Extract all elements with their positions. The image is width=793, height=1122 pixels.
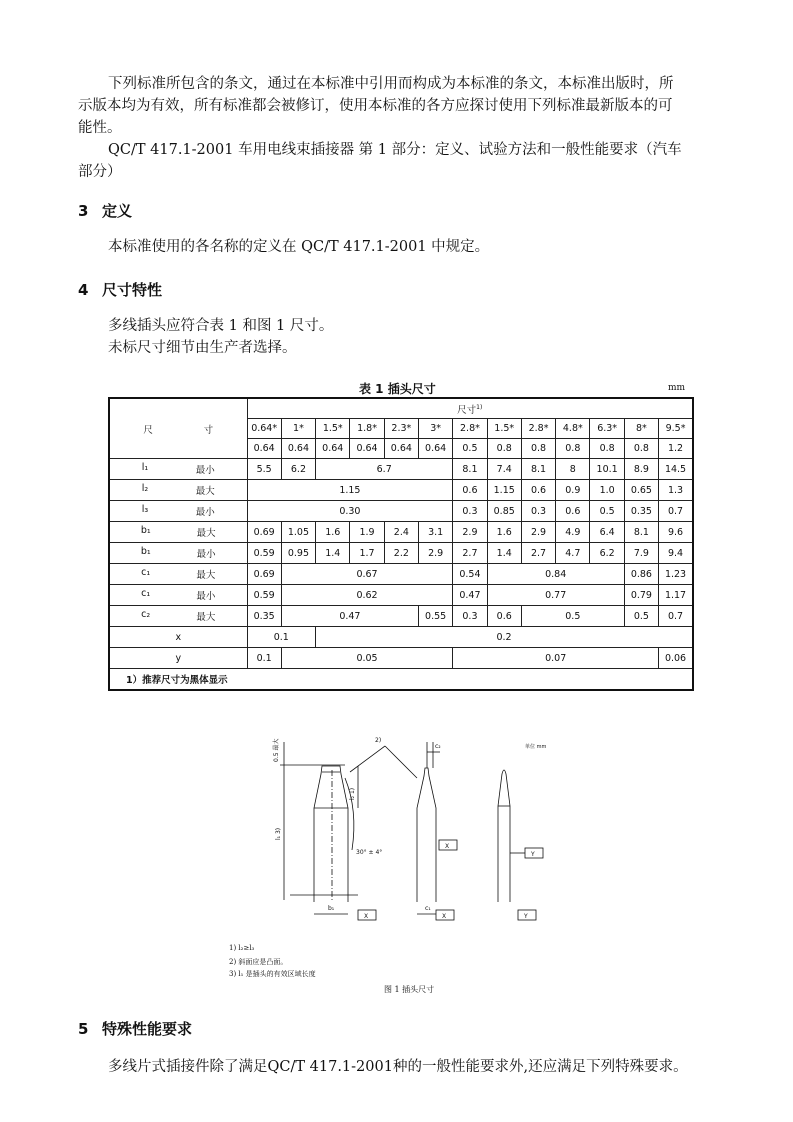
table-caption: 表 1 插头尺寸 <box>359 382 436 396</box>
table-cell: 1.6 <box>487 522 521 543</box>
section-title: 特殊性能要求 <box>102 1020 193 1038</box>
intro-line-3: 能性。 <box>78 120 122 136</box>
thickness-cell: 0.64 <box>350 439 384 459</box>
reference-line-1: QC/T 417.1-2001 车用电线束插接器 第 1 部分：定义、试验方法和一般性能要求（汽车 <box>108 142 682 158</box>
table-cell: 2.9 <box>521 522 555 543</box>
row-c1-max: c₁ 最大 0.69 0.67 0.54 0.84 0.86 1.23 <box>109 564 693 585</box>
thickness-cell: 0.5 <box>453 439 487 459</box>
table-cell: 1.6 <box>316 522 350 543</box>
size-cell: 4.8* <box>556 419 590 439</box>
table-cell: 2.7 <box>453 543 487 564</box>
plug-dimension-table <box>108 397 694 691</box>
row-c1-min: c₁ 最小 0.59 0.62 0.47 0.77 0.79 1.17 <box>109 585 693 606</box>
section-4-text-1: 多线插头应符合表 1 和图 1 尺寸。 <box>108 318 334 334</box>
dim-label-c1: c₁ <box>425 905 431 912</box>
row-b1-min: b₁ 最小 0.59 0.95 1.4 1.7 2.2 2.9 2.7 1.4 2.7 4.7 6.2 7.9 9.4 <box>109 543 693 564</box>
table-cell: 6.4 <box>590 522 624 543</box>
callout-leader-left <box>350 746 385 772</box>
callout-leader-right <box>385 746 417 778</box>
table-cell: 0.95 <box>281 543 315 564</box>
thickness-cell: 0.8 <box>624 439 658 459</box>
table-cell: 2.2 <box>384 543 418 564</box>
table-cell: 2.9 <box>453 522 487 543</box>
table-cell: 6.2 <box>590 543 624 564</box>
table-cell: 1.4 <box>487 543 521 564</box>
table-cell: 9.4 <box>659 543 693 564</box>
table-cell: 2.7 <box>521 543 555 564</box>
table-cell: 1.4 <box>316 543 350 564</box>
section-number: 4 <box>78 281 89 299</box>
row-l2: l₂ 最大 1.15 0.6 1.15 0.6 0.9 1.0 0.65 1.3 <box>109 480 693 501</box>
size-cell: 1.8* <box>350 419 384 439</box>
dim-label-c2: c₂ <box>435 743 441 750</box>
figure-unit-label: 单位 mm <box>525 744 547 750</box>
row-l1: l₁ 最小 5.5 6.2 6.7 8.1 7.4 8.1 8 10.1 8.9 14.5 <box>109 459 693 480</box>
intro-line-1: 下列标准所包含的条文，通过在本标准中引用而构成为本标准的条文，本标准出版时，所 <box>108 76 674 92</box>
tolerance-y-label: Y <box>531 851 535 858</box>
thickness-cell: 0.8 <box>590 439 624 459</box>
section-5-heading <box>78 1018 192 1039</box>
thickness-cell: 0.8 <box>556 439 590 459</box>
table-cell: 1.7 <box>350 543 384 564</box>
table-unit: mm <box>668 383 686 393</box>
thickness-cell: 0.64 <box>316 439 350 459</box>
table-cell: 1.05 <box>281 522 315 543</box>
table-cell: 9.6 <box>659 522 693 543</box>
row-l3: l₃ 最小 0.30 0.3 0.85 0.3 0.6 0.5 0.35 0.7 <box>109 501 693 522</box>
size-cell: 2.3* <box>384 419 418 439</box>
table-cell: 0.69 <box>247 522 281 543</box>
section-title: 尺寸特性 <box>102 281 163 299</box>
callout-label: 2) <box>375 737 382 744</box>
size-cell: 1.5* <box>316 419 350 439</box>
table-cell: 8.1 <box>624 522 658 543</box>
size-cell: 8* <box>624 419 658 439</box>
size-cell: 2.8* <box>453 419 487 439</box>
plug-1-outline <box>314 766 348 902</box>
figure-note-3: 3) l₁ 是插头的有效区域长度 <box>229 970 316 978</box>
size-cell: 3* <box>418 419 452 439</box>
plug-3-outline <box>498 770 510 902</box>
section-5-text: 多线片式插接件除了满足QC/T 417.1-2001种的一般性能要求外,还应满足下列特殊要求。 <box>108 1059 688 1075</box>
size-cell: 2.8* <box>521 419 555 439</box>
thickness-cell: 0.64 <box>247 439 281 459</box>
dim-label-l2: l₂ 1) <box>349 787 356 800</box>
section-4-heading <box>78 279 162 300</box>
dim-label-l1: l₁ 3) <box>275 827 282 840</box>
size-cell: 1* <box>281 419 315 439</box>
section-3-heading <box>78 200 132 221</box>
table-cell: 1.9 <box>350 522 384 543</box>
row-b1-max: b₁ 最大 0.69 1.05 1.6 1.9 2.4 3.1 2.9 1.6 2.9 4.9 6.4 8.1 9.6 <box>109 522 693 543</box>
thickness-cell: 0.64 <box>384 439 418 459</box>
row-c2-max: c₂ 最大 0.35 0.47 0.55 0.3 0.6 0.5 0.5 0.7 <box>109 606 693 627</box>
table-cell: 7.9 <box>624 543 658 564</box>
size-cell: 9.5* <box>659 419 693 439</box>
thickness-cell: 0.64 <box>281 439 315 459</box>
dim-label-top: 0.5 最大 <box>273 738 280 762</box>
figure-note-2: 2) 斜面应是凸面。 <box>229 958 288 966</box>
section-4-text-2: 未标尺寸细节由生产者选择。 <box>108 340 297 356</box>
thickness-cell: 0.8 <box>521 439 555 459</box>
intro-line-2: 示版本均为有效，所有标准都会被修订，使用本标准的各方应探讨使用下列标准最新版本的可 <box>78 98 673 114</box>
tolerance-x-label: X <box>445 843 450 850</box>
section-number: 3 <box>78 202 89 220</box>
row-y: y 0.1 0.05 0.07 0.06 <box>109 648 693 669</box>
thickness-cell: 0.64 <box>418 439 452 459</box>
section-3-text: 本标准使用的各名称的定义在 QC/T 417.1-2001 中规定。 <box>108 239 490 255</box>
table-cell: 4.9 <box>556 522 590 543</box>
dim-label-b1: b₁ <box>328 905 335 912</box>
plug-dimension-figure <box>270 730 570 930</box>
row-x: x 0.1 0.2 <box>109 627 693 648</box>
thickness-cell: 0.8 <box>487 439 521 459</box>
size-cell: 0.64* <box>247 419 281 439</box>
plug-2-outline <box>417 768 436 902</box>
section-title: 定义 <box>102 202 133 220</box>
section-number: 5 <box>78 1020 89 1038</box>
svg-text:Y: Y <box>524 913 528 920</box>
size-cell: 1.5* <box>487 419 521 439</box>
size-cell: 6.3* <box>590 419 624 439</box>
table-cell: 3.1 <box>418 522 452 543</box>
svg-text:X: X <box>442 913 447 920</box>
figure-note-1: 1) l₂≥l₃ <box>229 944 255 952</box>
table-cell: 2.9 <box>418 543 452 564</box>
table-cell: 2.4 <box>384 522 418 543</box>
reference-line-2: 部分） <box>78 164 122 180</box>
table-cell: 0.59 <box>247 543 281 564</box>
header-dimension: 尺 寸 <box>109 398 247 459</box>
table-footnote-row: 1）推荐尺寸为黑体显示 <box>109 669 693 691</box>
thickness-cell: 1.2 <box>659 439 693 459</box>
svg-text:X: X <box>364 913 369 920</box>
table-cell: 4.7 <box>556 543 590 564</box>
figure-caption: 图 1 插头尺寸 <box>384 985 435 994</box>
angle-label: 30° ± 4° <box>356 849 383 856</box>
header-size: 尺寸$^{1)}$ <box>247 398 693 419</box>
